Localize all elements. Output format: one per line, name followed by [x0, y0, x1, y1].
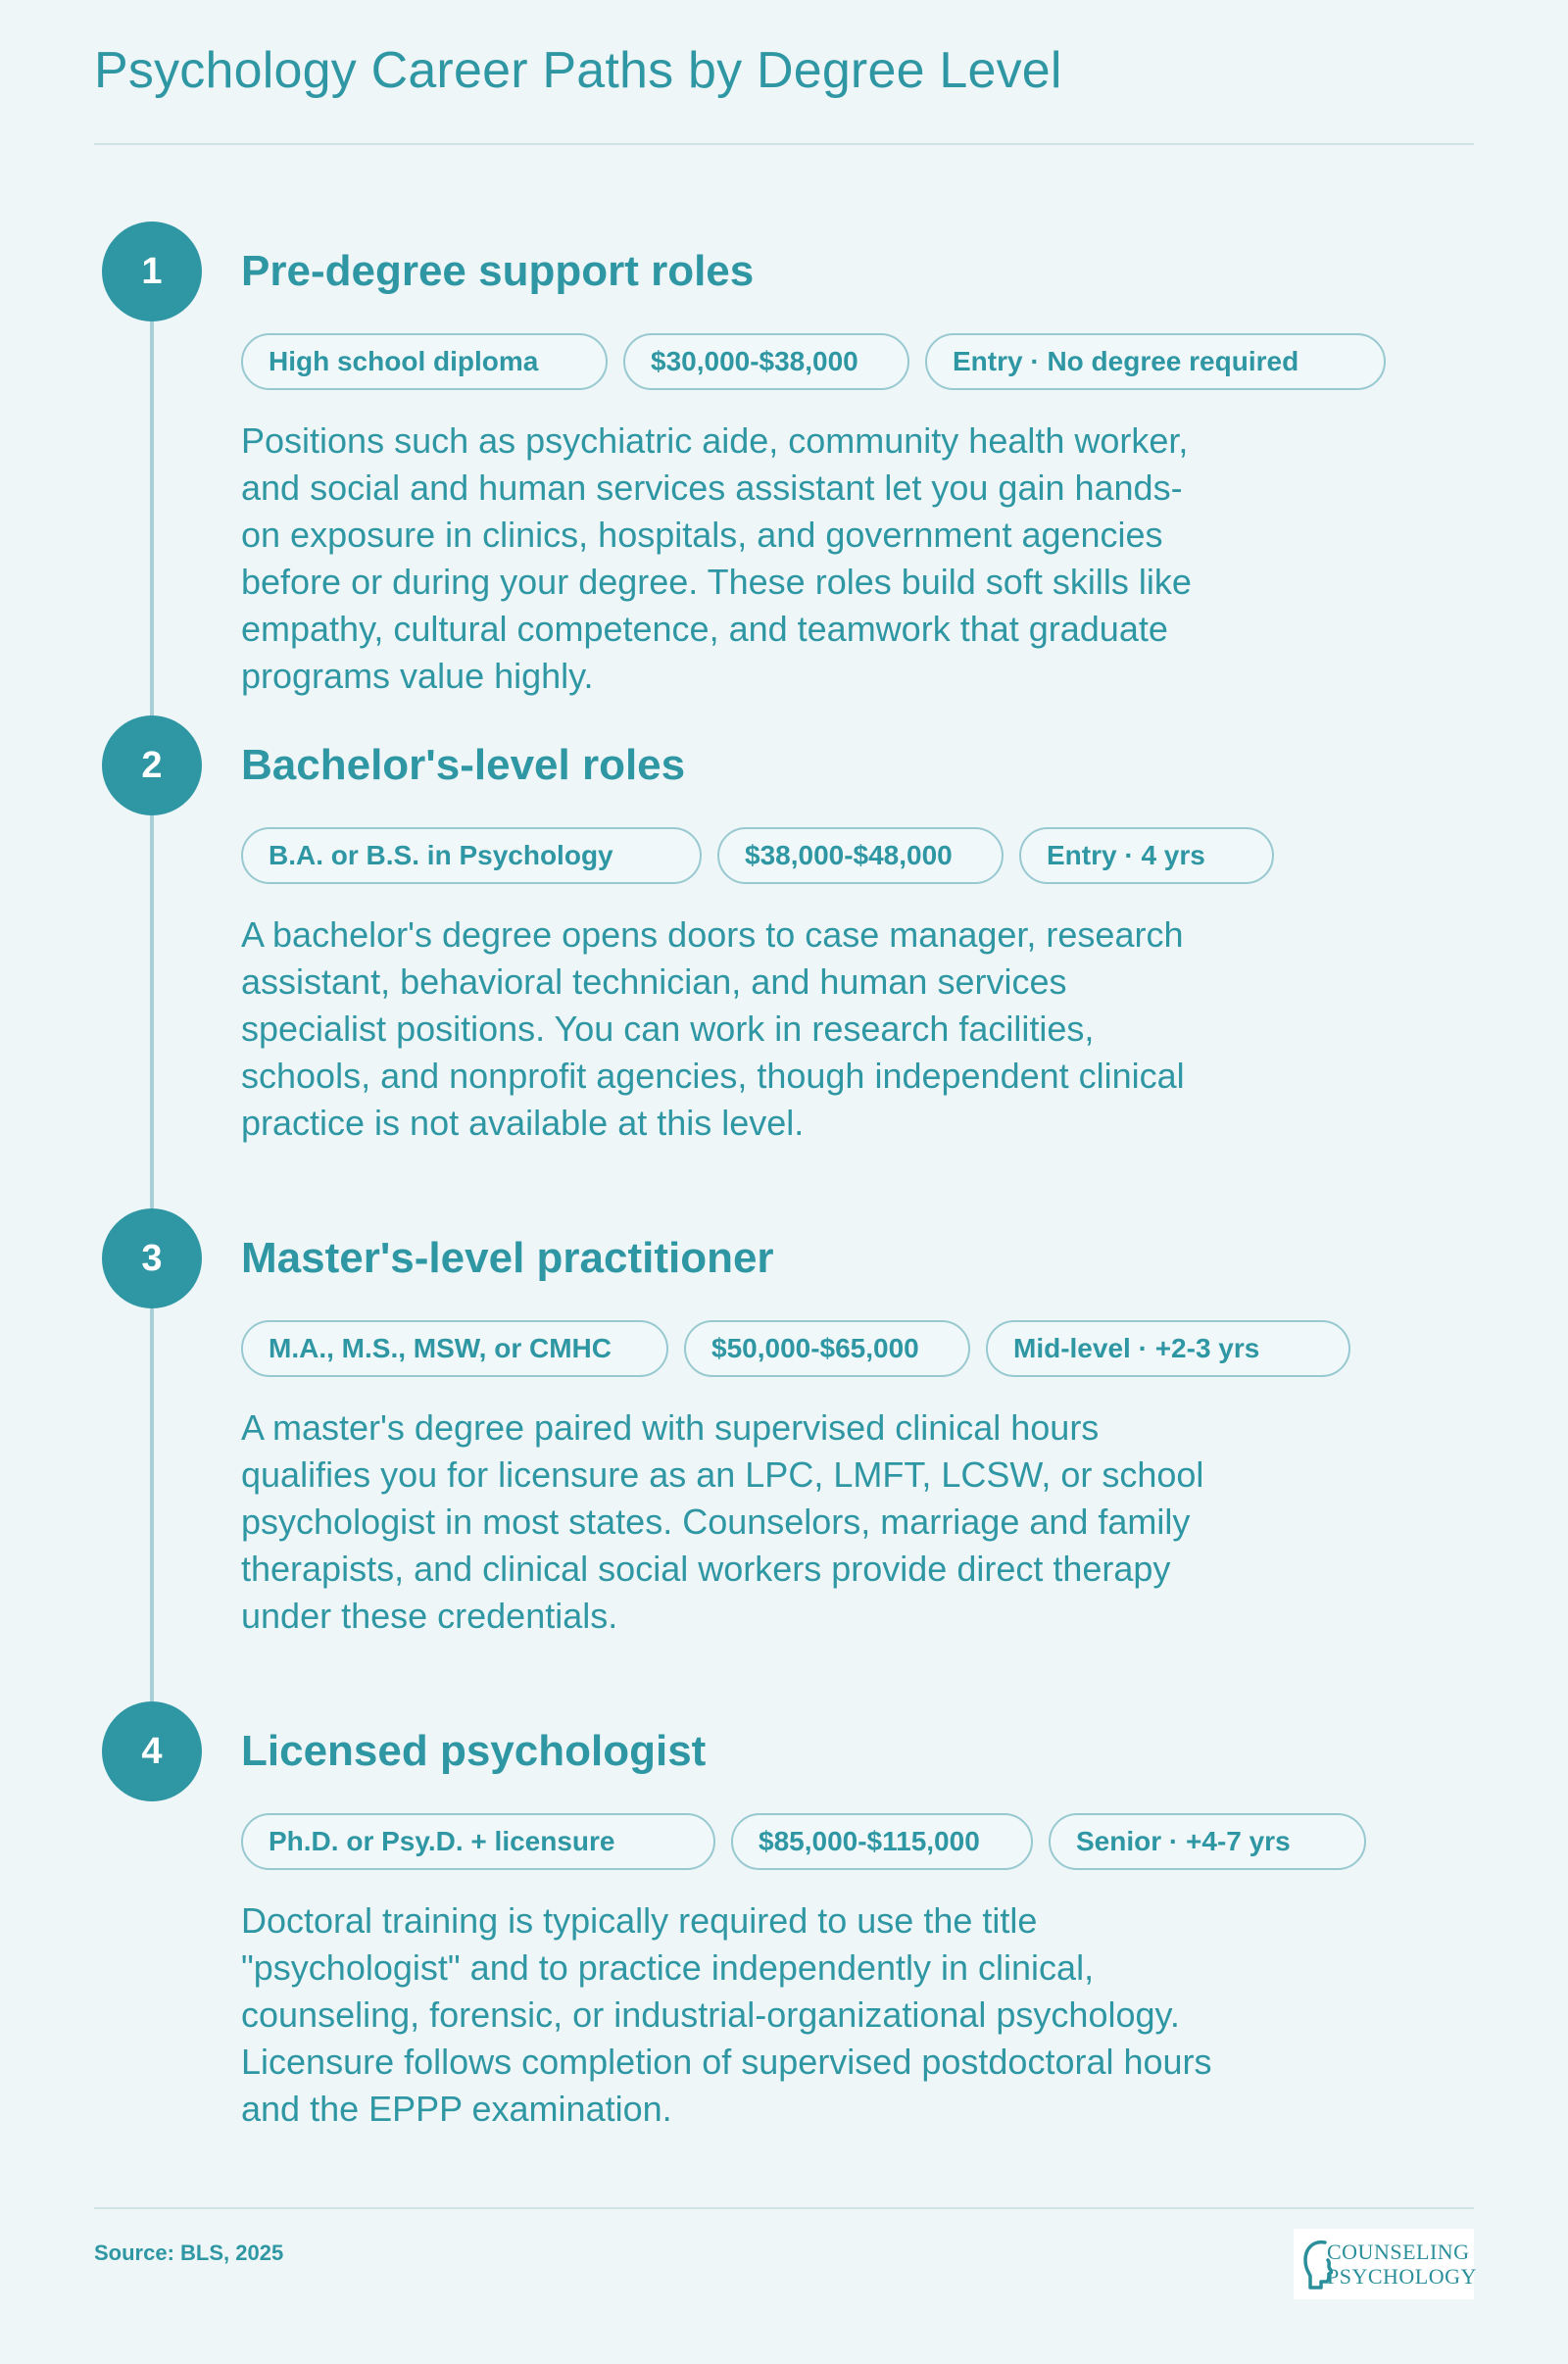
level-tag: Entry · No degree required — [925, 333, 1386, 390]
level-tag: Mid-level · +2-3 yrs — [986, 1320, 1350, 1377]
salary-tag: $30,000-$38,000 — [623, 333, 909, 390]
step-title: Bachelor's-level roles — [241, 741, 686, 789]
step-number-badge: 4 — [102, 1701, 202, 1801]
step-tags — [241, 1813, 1366, 1870]
source-note: Source: BLS, 2025 — [94, 2241, 284, 2265]
step-number-badge: 3 — [102, 1208, 202, 1308]
degree-tag: M.A., M.S., MSW, or CMHC — [241, 1320, 668, 1377]
step-description: Positions such as psychiatric aide, community health worker, and social and human services assistant let you gain hands-on exposure in clinics, hospitals, and government agencies before or during your degree. These roles build soft skills like empathy, cultural competence, and teamwork that graduate programs value highly. — [241, 420, 1192, 696]
timeline-line — [150, 294, 154, 1745]
salary-tag: $38,000-$48,000 — [717, 827, 1004, 884]
step-title: Master's-level practitioner — [241, 1234, 774, 1282]
salary-tag: $85,000-$115,000 — [731, 1813, 1033, 1870]
logo-text-line1: COUNSELING — [1327, 2240, 1470, 2264]
step-number-badge: 2 — [102, 715, 202, 815]
degree-tag: B.A. or B.S. in Psychology — [241, 827, 702, 884]
step-description: A bachelor's degree opens doors to case manager, research assistant, behavioral technician, and human services specialist positions. You can work in research facilities, schools, and nonprofit agencies, though independent clinical practice is not available at this level. — [241, 914, 1185, 1143]
header-divider — [94, 143, 1474, 145]
salary-tag: $50,000-$65,000 — [684, 1320, 970, 1377]
level-tag: Entry · 4 yrs — [1019, 827, 1274, 884]
step-tags — [241, 827, 1274, 884]
step-tags — [241, 1320, 1350, 1377]
step-number-badge: 1 — [102, 222, 202, 321]
page-title: Psychology Career Paths by Degree Level — [94, 42, 1062, 99]
step-title: Pre-degree support roles — [241, 247, 755, 295]
step-description: A master's degree paired with supervised clinical hours qualifies you for licensure as an LPC, LMFT, LCSW, or school psychologist in most states. Counselors, marriage and family therapists, and clinical social workers provide direct therapy under these credentials. — [241, 1407, 1204, 1636]
footer-divider — [94, 2207, 1474, 2209]
step-tags — [241, 333, 1386, 390]
degree-tag: Ph.D. or Psy.D. + licensure — [241, 1813, 715, 1870]
step-title: Licensed psychologist — [241, 1727, 707, 1775]
counseling-psychology-logo — [1294, 2229, 1477, 2299]
logo-text-line2: PSYCHOLOGY — [1327, 2264, 1477, 2289]
degree-tag: High school diploma — [241, 333, 608, 390]
level-tag: Senior · +4-7 yrs — [1049, 1813, 1366, 1870]
step-description: Doctoral training is typically required to use the title "psychologist" and to practice independently in clinical, counseling, forensic, or industrial-organizational psychology. Licensure follows completion of supervised postdoctoral hours and the EPPP examination. — [241, 1900, 1212, 2129]
